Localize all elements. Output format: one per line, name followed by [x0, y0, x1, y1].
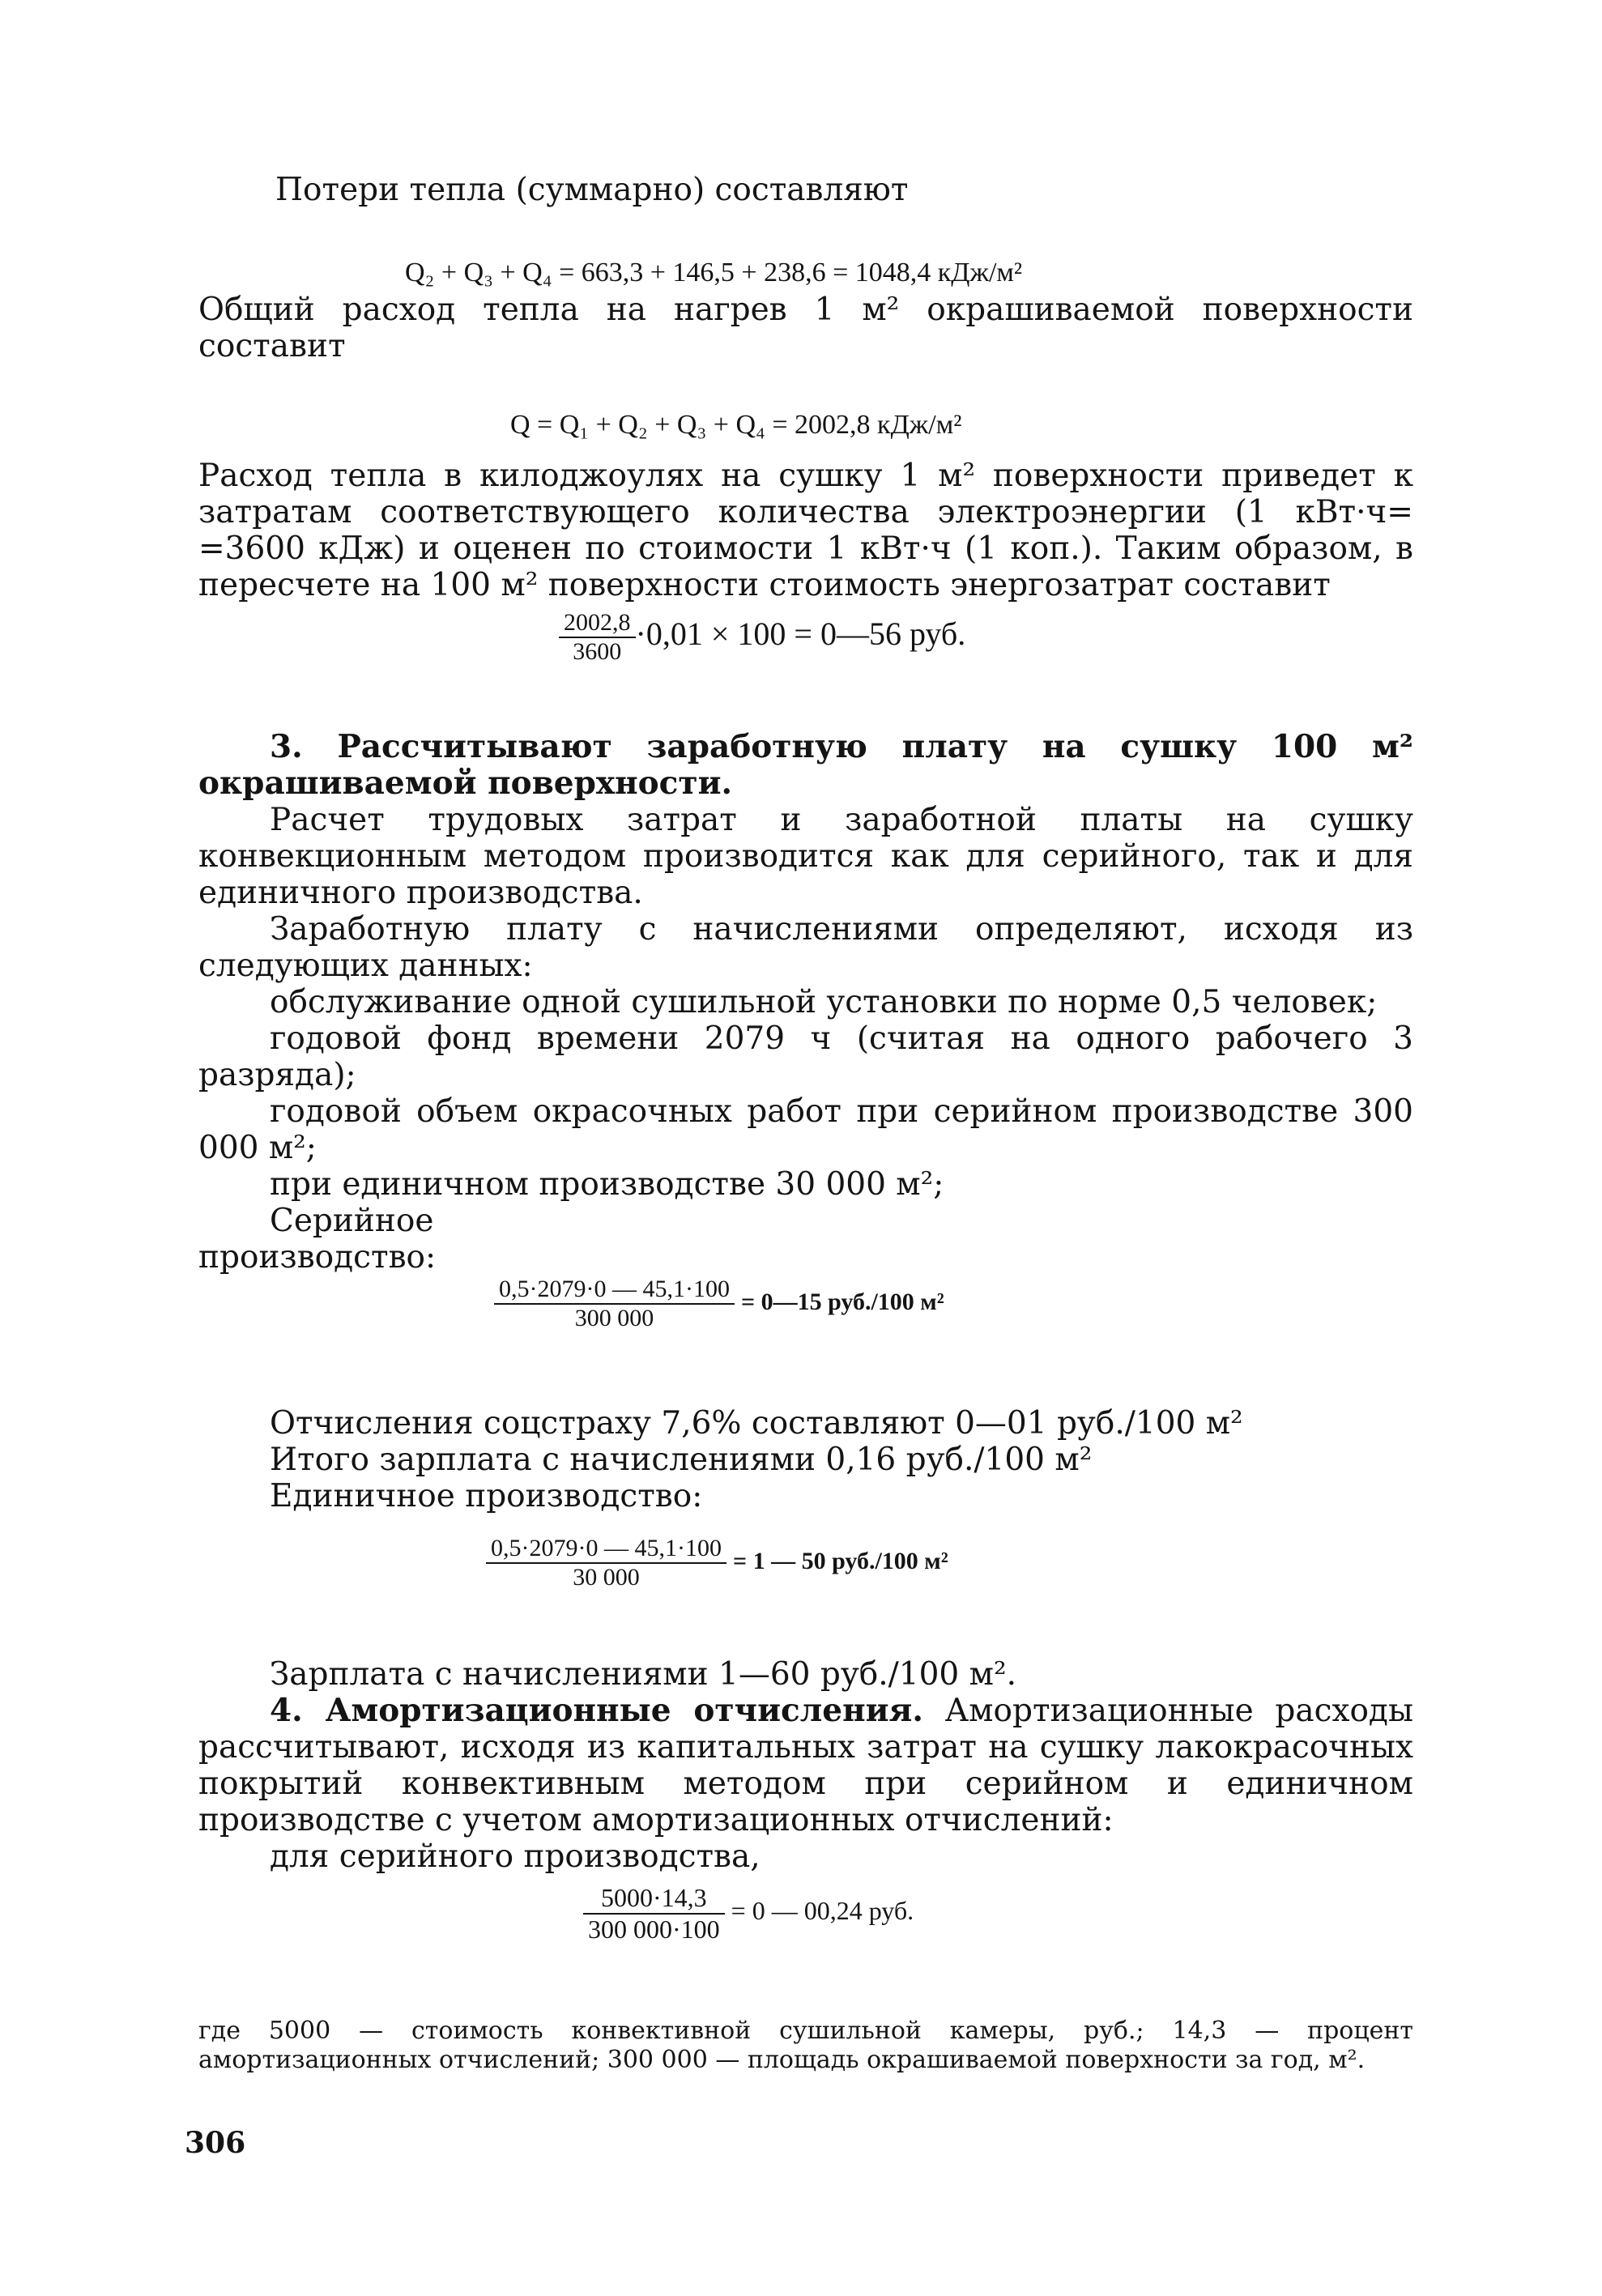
amortization-numerator: 5000·14,3 — [583, 1883, 725, 1915]
unit-formula — [486, 1535, 948, 1591]
section3-p9: Итого зарплата с начислениями 0,16 руб./100 м² — [270, 1442, 1093, 1478]
serial-numerator: 0,5·2079·0 — 45,1·100 — [494, 1276, 735, 1305]
section3-p2: Заработную плату с начислениями определяют, исходя из следующих данных: — [198, 911, 1413, 984]
page-number: 306 — [185, 2126, 246, 2160]
total-heat-text: Общий расход тепла на нагрев 1 м² окрашиваемой поверхности составит — [198, 292, 1413, 364]
section3-p3: обслуживание одной сушильной установки по норме 0,5 человек; — [270, 984, 1378, 1020]
section3-p7a: Серийное — [270, 1203, 434, 1239]
section4-paragraph — [198, 1693, 1413, 1838]
amortization-denominator: 300 000·100 — [588, 1915, 720, 1944]
section3-p1: Расчет трудовых затрат и заработной платы на сушку конвекционным методом производится как для серийного, так и для единичного производства. — [198, 802, 1413, 911]
total-heat-formula: Q = Q₁ + Q₂ + Q₃ + Q₄ = 2002,8 кДж/м² — [510, 410, 962, 440]
section4-text: Амортизационные расходы рассчитывают, исходя из капитальных затрат на сушку лакокрасочных покрытий конвективным методом при серийном и единичном производстве с учетом амортизационных отчислений: — [198, 1693, 1413, 1838]
amortization-formula — [583, 1883, 914, 1945]
serial-result: = 0—15 руб./100 м² — [740, 1288, 944, 1315]
footnote: где 5000 — стоимость конвективной сушильной камеры, руб.; 14,3 — процент амортизационных отчислений; 300 000 — площадь окрашиваемой поверхности за год, м². — [198, 2017, 1413, 2074]
section3-p4: годовой фонд времени 2079 ч (считая на одного рабочего 3 разряда); — [198, 1020, 1413, 1093]
section3-p7b: производство: — [198, 1239, 437, 1276]
heat-losses-intro: Потери тепла (суммарно) составляют — [275, 172, 909, 208]
amortization-fraction — [583, 1883, 725, 1945]
unit-fraction — [486, 1535, 726, 1591]
amortization-result: = 0 — 00,24 руб. — [731, 1896, 914, 1926]
energy-text: Расход тепла в килоджоулях на сушку 1 м² поверхности приведет к затратам соответствующего количества электроэнергии (1 кВт·ч= =3600 кДж) и оценен по стоимости 1 кВт·ч (1 коп.). Таким образом, в пересчете на 100 м² поверхности стоимость энергозатрат составит — [198, 458, 1413, 603]
section3-p11: Зарплата с начислениями 1—60 руб./100 м². — [270, 1656, 1017, 1693]
energy-denominator: 3600 — [573, 638, 622, 665]
unit-denominator: 30 000 — [573, 1564, 640, 1591]
section3-p5: годовой объем окрасочных работ при серийном производстве 300 000 м²; — [198, 1093, 1413, 1166]
energy-numerator: 2002,8 — [559, 609, 636, 638]
section3-p10: Единичное производство: — [270, 1478, 703, 1514]
serial-denominator: 300 000 — [574, 1305, 654, 1331]
unit-result: = 1 — 50 руб./100 м² — [732, 1547, 948, 1574]
section3-p8: Отчисления соцстраху 7,6% составляют 0—01 руб./100 м² — [270, 1405, 1243, 1442]
energy-formula — [559, 609, 965, 666]
serial-fraction — [494, 1276, 735, 1332]
energy-result: ·0,01 × 100 = 0—56 руб. — [635, 616, 966, 653]
section4-lead: 4. Амортизационные отчисления. — [270, 1692, 923, 1729]
serial-formula — [494, 1276, 944, 1332]
unit-numerator: 0,5·2079·0 — 45,1·100 — [486, 1535, 726, 1564]
heat-losses-formula: Q₂ + Q₃ + Q₄ = 663,3 + 146,5 + 238,6 = 1048,4 кДж/м² — [405, 258, 1023, 288]
section4-serial-label: для серийного производства, — [270, 1838, 761, 1875]
energy-fraction — [559, 609, 636, 666]
section3-heading: 3. Рассчитывают заработную плату на сушку 100 м² окрашиваемой поверхности. — [198, 728, 1413, 802]
section3-p6: при единичном производстве 30 000 м²; — [270, 1166, 944, 1203]
